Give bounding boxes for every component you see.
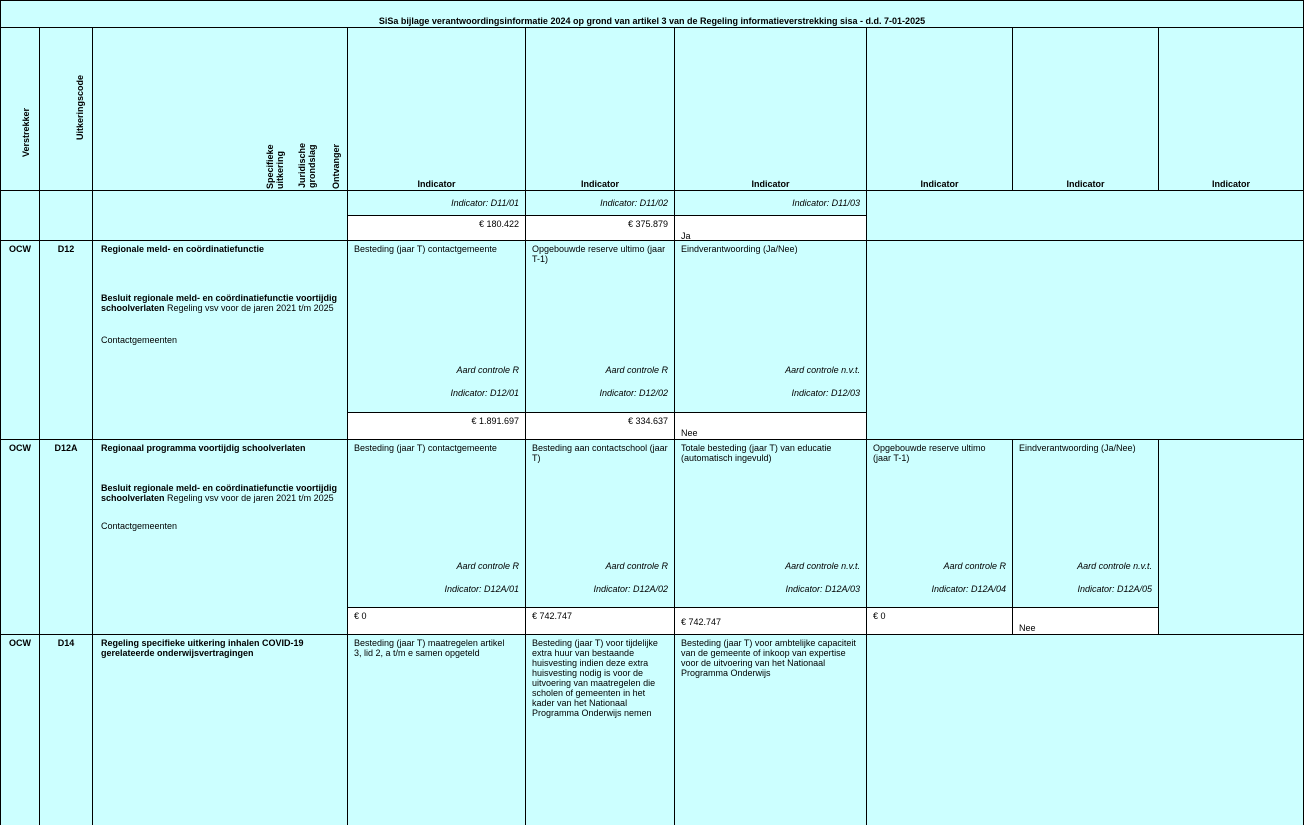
d14-code-label: D14 (57, 638, 75, 648)
d12a-name-cell (93, 440, 348, 635)
d14-col-3 (675, 635, 867, 825)
d12a-col-1 (348, 440, 526, 608)
d12a-aard-3: Aard controle n.v.t. (785, 561, 860, 571)
d12a-empty (1159, 440, 1304, 635)
header-indicator-3 (675, 28, 867, 191)
d12a-verstrekker-label: OCW (9, 443, 31, 453)
d11-name-cell (93, 191, 348, 241)
d12a-aard-5: Aard controle n.v.t. (1077, 561, 1152, 571)
d12a-indicator-2: Indicator: D12A/02 (593, 584, 668, 594)
d14-col-2-label: Besteding (jaar T) voor tijdelijke extra huur van bestaande huisvesting indien deze extra huisvesting nodig is voor de uitvoering van maatregelen die scholen of gemeenten in het kader van het Nationaal Programma Onderwijs nemen (532, 638, 658, 718)
d12a-indicator-1: Indicator: D12A/01 (444, 584, 519, 594)
d12a-aard-2: Aard controle R (605, 561, 668, 571)
header-indicator-5 (1013, 28, 1159, 191)
d12-ontvanger: Contactgemeenten (101, 335, 178, 345)
d12a-col-1-label: Besteding (jaar T) contactgemeente (354, 443, 497, 453)
d11-value-1[interactable]: € 180.422 (348, 216, 526, 241)
header-specifieke-label: Specifieke uitkering (265, 144, 285, 189)
d12a-value-4[interactable]: € 0 (867, 608, 1013, 635)
header-indicator-label: Indicator (920, 179, 959, 189)
d12-indicator-3: Indicator: D12/03 (791, 388, 860, 398)
d11-value-2[interactable]: € 375.879 (526, 216, 675, 241)
header-uitkeringscode-label: Uitkeringscode (75, 75, 85, 141)
d12-name: Regionale meld- en coördinatiefunctie (101, 244, 265, 254)
d12a-col-3 (675, 440, 867, 608)
d12a-besluit-rest: Regeling vsv voor de jaren 2021 t/m 2025 (164, 493, 334, 503)
d11-indicator-1: Indicator: D11/01 (348, 191, 526, 216)
d12a-value-2[interactable]: € 742.747 (526, 608, 675, 635)
d12a-value-3[interactable]: € 742.747 (675, 608, 867, 635)
d12-col-2-label: Opgebouwde reserve ultimo (jaar T-1) (532, 244, 666, 264)
d12-indicator-2: Indicator: D12/02 (599, 388, 668, 398)
d12-value-3[interactable]: Nee (675, 413, 867, 440)
header-uitkeringscode (40, 28, 93, 191)
d12a-col-5 (1013, 440, 1159, 608)
d14-verstrekker (0, 635, 40, 825)
d12a-value-5[interactable]: Nee (1013, 608, 1159, 635)
d12-besluit-rest: Regeling vsv voor de jaren 2021 t/m 2025 (164, 303, 334, 313)
d12a-ontvanger: Contactgemeenten (101, 521, 178, 531)
d12-col-3 (675, 241, 867, 413)
d14-name: Regeling specifieke uitkering inhalen COVID-19 gerelateerde onderwijsvertragingen (101, 638, 304, 658)
header-indicator-label: Indicator (751, 179, 790, 189)
d14-col-3-label: Besteding (jaar T) voor ambtelijke capaciteit van de gemeente of inkoop van expertise voor de uitvoering van het Nationaal Programma Onderwijs (681, 638, 856, 678)
d12-verstrekker (0, 241, 40, 440)
d12-aard-1: Aard controle R (456, 365, 519, 375)
d14-empty (867, 635, 1304, 825)
d12-code-label: D12 (57, 244, 75, 254)
d12a-col-2 (526, 440, 675, 608)
d12-col-1 (348, 241, 526, 413)
d12-empty (867, 241, 1304, 440)
header-indicator-1 (348, 28, 526, 191)
header-indicator-6 (1159, 28, 1304, 191)
d12-col-2 (526, 241, 675, 413)
sheet-title: SiSa bijlage verantwoordingsinformatie 2024 op grond van artikel 3 van de Regeling informatieverstrekking sisa - d.d. 7-01-2025 (0, 0, 1304, 28)
d12a-value-1[interactable]: € 0 (348, 608, 526, 635)
d12a-indicator-3: Indicator: D12A/03 (785, 584, 860, 594)
d12-verstrekker-label: OCW (9, 244, 31, 254)
d14-col-2 (526, 635, 675, 825)
d14-col-1-label: Besteding (jaar T) maatregelen artikel 3, lid 2, a t/m e samen opgeteld (354, 638, 505, 658)
d12a-col-2-label: Besteding aan contactschool (jaar T) (532, 443, 668, 463)
d12a-besluit-bold: Besluit regionale meld- en coördinatiefunctie voortijdig schoolverlaten (101, 483, 338, 503)
header-indicator-label: Indicator (580, 179, 619, 189)
d14-col-1 (348, 635, 526, 825)
d14-verstrekker-label: OCW (9, 638, 31, 648)
d12-col-1-label: Besteding (jaar T) contactgemeente (354, 244, 497, 254)
d12a-code-label: D12A (54, 443, 78, 453)
header-verstrekker-label: Verstrekker (21, 108, 31, 158)
d12-besluit-bold: Besluit regionale meld- en coördinatiefunctie voortijdig schoolverlaten (101, 293, 338, 313)
d12a-aard-4: Aard controle R (943, 561, 1006, 571)
d14-name-cell (93, 635, 348, 825)
d12a-indicator-4: Indicator: D12A/04 (931, 584, 1006, 594)
d12a-aard-1: Aard controle R (456, 561, 519, 571)
d12a-name: Regionaal programma voortijdig schoolverlaten (101, 443, 306, 453)
d12a-col-4 (867, 440, 1013, 608)
d11-indicator-3: Indicator: D11/03 (675, 191, 867, 216)
d11-empty (867, 191, 1304, 241)
d12-value-1[interactable]: € 1.891.697 (348, 413, 526, 440)
d12-aard-2: Aard controle R (605, 365, 668, 375)
header-indicator-4 (867, 28, 1013, 191)
d12a-col-3-label: Totale besteding (jaar T) van educatie (automatisch ingevuld) (681, 443, 832, 463)
d12-name-cell (93, 241, 348, 440)
d12-code (40, 241, 93, 440)
d12-besluit (101, 293, 341, 313)
d14-code (40, 635, 93, 825)
d11-indicator-2: Indicator: D11/02 (526, 191, 675, 216)
d12a-col-5-label: Eindverantwoording (Ja/Nee) (1019, 443, 1136, 453)
d11-verstrekker-cell (0, 191, 40, 241)
d11-value-3[interactable]: Ja (675, 216, 867, 241)
d12-aard-3: Aard controle n.v.t. (785, 365, 860, 375)
d12-value-2[interactable]: € 334.637 (526, 413, 675, 440)
header-indicator-2 (526, 28, 675, 191)
d12a-verstrekker (0, 440, 40, 635)
d12a-code (40, 440, 93, 635)
header-indicator-label: Indicator (1066, 179, 1105, 189)
header-indicator-label: Indicator (1211, 179, 1250, 189)
header-specifieke-uitkering (93, 28, 348, 191)
header-verstrekker (0, 28, 40, 191)
d12a-col-4-label: Opgebouwde reserve ultimo (jaar T-1) (873, 443, 986, 463)
d11-code-cell (40, 191, 93, 241)
d12-col-3-label: Eindverantwoording (Ja/Nee) (681, 244, 798, 254)
header-indicator-label: Indicator (417, 179, 456, 189)
header-ontvanger-label: Ontvanger (331, 144, 341, 190)
d12a-besluit (101, 483, 341, 503)
header-juridische-label: Juridische grondslag (297, 142, 317, 188)
d12-indicator-1: Indicator: D12/01 (450, 388, 519, 398)
d12a-indicator-5: Indicator: D12A/05 (1077, 584, 1152, 594)
